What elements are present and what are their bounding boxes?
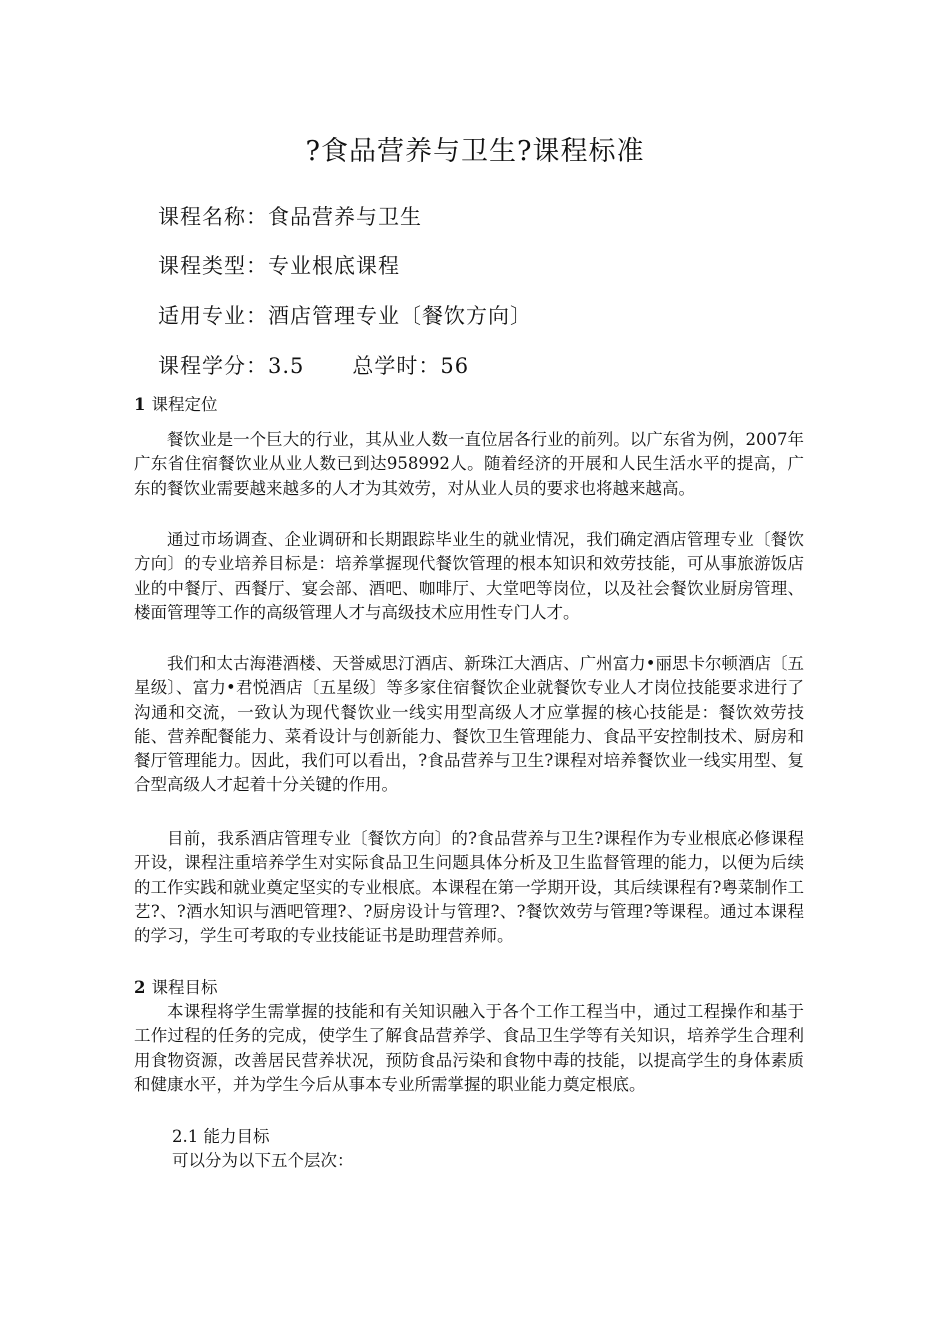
subsection-2-1-intro: 可以分为以下五个层次： (172, 1151, 354, 1170)
section-2-number: 2 (134, 978, 146, 997)
paragraph-1-2: 通过市场调查、企业调研和长期跟踪毕业生的就业情况，我们确定酒店管理专业〔餐饮方向〕的专业培养目标是：培养掌握现代餐饮管理的根本知识和效劳技能，可从事旅游饭店业的中餐厅、西餐厅、宴会部、酒吧、咖啡厅、大堂吧等岗位，以及社会餐饮业厨房管理、楼面管理等工作的高级管理人才与高级技术应用性专门人才。 (134, 530, 804, 622)
section-2-heading (134, 976, 217, 1000)
subsection-2-1-heading: 2.1 能力目标 (172, 1127, 270, 1146)
section-1-heading (134, 393, 217, 417)
section-1-title: 课程定位 (151, 395, 218, 414)
course-type-line: 课程类型：专业根底课程 (158, 254, 400, 278)
credits-text: 课程学分：3.5 (158, 354, 305, 378)
document-title: ?食品营养与卫生?课程标准 (305, 136, 645, 167)
paragraph-1-4: 目前，我系酒店管理专业〔餐饮方向〕的?食品营养与卫生?课程作为专业根底必修课程开设，课程注重培养学生对实际食品卫生问题具体分析及卫生监督管理的能力，以便为后续的工作实践和就业奠定坚实的专业根底。本课程在第一学期开设，其后续课程有?粤菜制作工艺?、?酒水知识与酒吧管理?、?厨房设计与管理?、?餐饮效劳与管理?等课程。通过本课程的学习，学生可考取的专业技能证书是助理营养师。 (134, 829, 804, 946)
paragraph-2-1: 本课程将学生需掌握的技能和有关知识融入于各个工作工程当中，通过工程操作和基于工作过程的任务的完成，使学生了解食品营养学、食品卫生学等有关知识，培养学生合理利用食物资源，改善居民营养状况，预防食品污染和食物中毒的技能，以提高学生的身体素质和健康水平，并为学生今后从事本专业所需掌握的职业能力奠定根底。 (134, 1002, 804, 1094)
section-2-title: 课程目标 (151, 978, 218, 997)
credits-hours-line (158, 350, 469, 382)
paragraph-1-3: 我们和太古海港酒楼、天誉威思汀酒店、新珠江大酒店、广州富力•丽思卡尔顿酒店〔五星级〕、富力•君悦酒店〔五星级〕等多家住宿餐饮企业就餐饮专业人才岗位技能要求进行了沟通和交流，一致认为现代餐饮业一线实用型高级人才应掌握的核心技能是：餐饮效劳技能、营养配餐能力、菜肴设计与创新能力、餐饮卫生管理能力、食品平安控制技术、厨房和餐厅管理能力。因此，我们可以看出，?食品营养与卫生?课程对培养餐饮业一线实用型、复合型高级人才起着十分关键的作用。 (134, 654, 804, 795)
section-1-number: 1 (134, 395, 146, 414)
hours-text: 总学时：56 (352, 354, 470, 378)
major-line: 适用专业：酒店管理专业〔餐饮方向〕 (158, 304, 532, 328)
paragraph-1-1: 餐饮业是一个巨大的行业，其从业人数一直位居各行业的前列。以广东省为例，2007年广东省住宿餐饮业从业人数已到达958992人。随着经济的开展和人民生活水平的提高，广东的餐饮业需要越来越多的人才为其效劳，对从业人员的要求也将越来越高。 (134, 430, 804, 498)
course-name-line: 课程名称：食品营养与卫生 (158, 205, 422, 229)
